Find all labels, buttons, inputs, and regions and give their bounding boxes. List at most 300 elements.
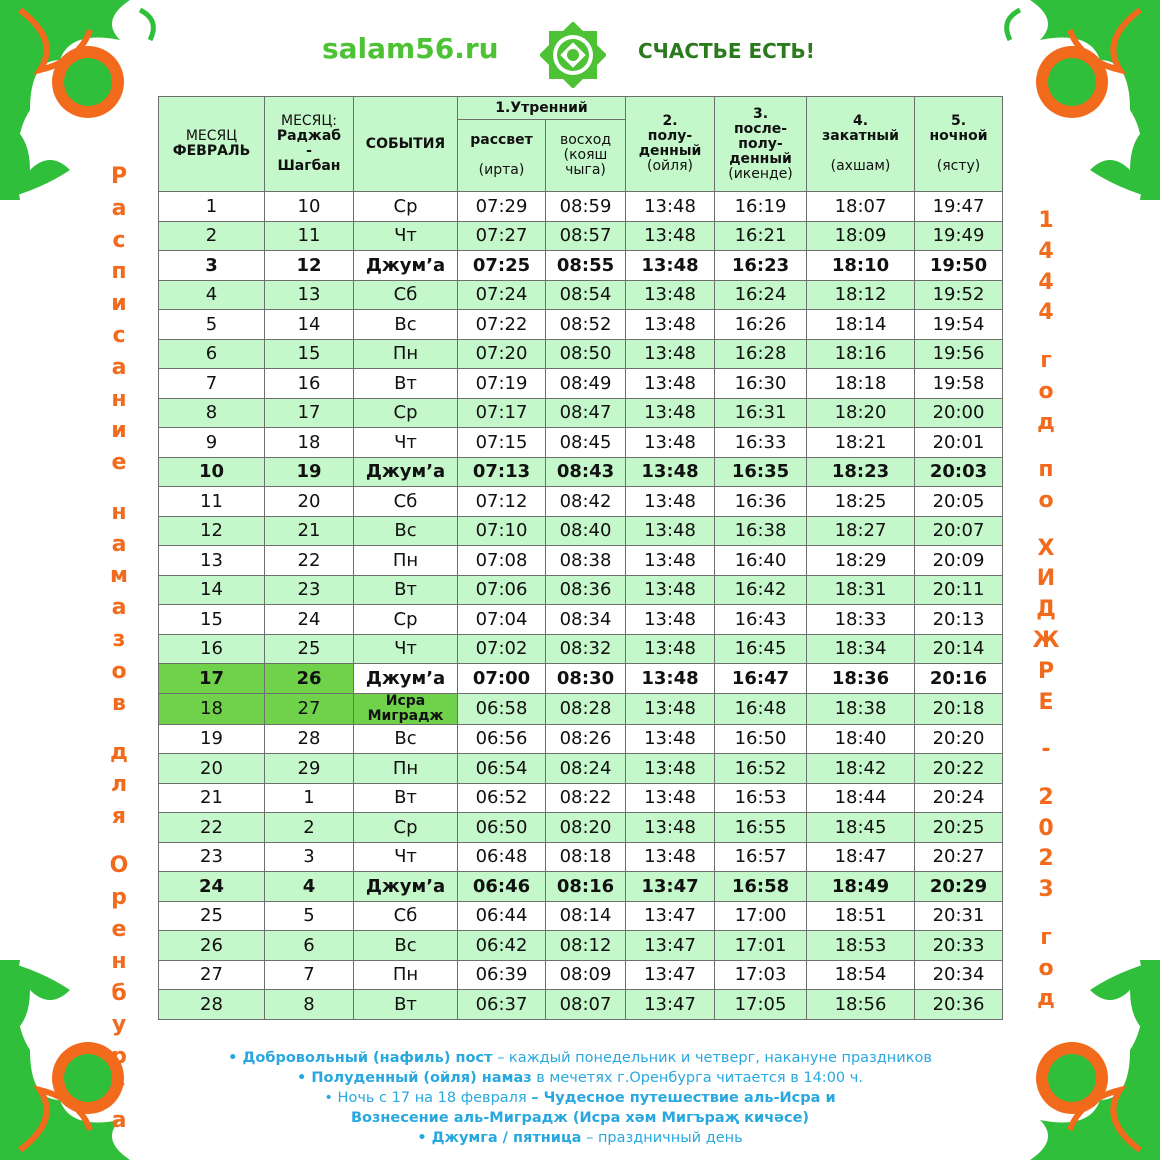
cell-hijri: 12	[265, 251, 354, 281]
cell-hijri: 27	[265, 693, 354, 724]
cell-night: 20:24	[915, 783, 1003, 813]
cell-sunset: 18:14	[807, 310, 915, 340]
cell-sunset: 18:44	[807, 783, 915, 813]
cell-afternoon: 16:57	[715, 842, 807, 872]
vleft-letter: а	[111, 531, 127, 557]
cell-noon: 13:48	[626, 516, 715, 546]
cell-sunrise: 08:16	[546, 872, 626, 902]
cell-event: Джум’а	[354, 251, 458, 281]
cell-event: Исра Миградж	[354, 693, 458, 724]
cell-dawn: 07:00	[458, 664, 546, 694]
cell-dawn: 06:58	[458, 693, 546, 724]
vright-letter: 1	[1038, 208, 1054, 233]
cell-noon: 13:48	[626, 813, 715, 843]
vleft-letter: о	[111, 658, 127, 684]
right-vertical-title	[1029, 210, 1063, 1010]
cell-hijri: 6	[265, 931, 354, 961]
cell-sunset: 18:49	[807, 872, 915, 902]
cell-night: 19:54	[915, 310, 1003, 340]
vleft-letter: з	[112, 626, 126, 652]
vleft-letter: и	[111, 291, 127, 317]
cell-event: Вт	[354, 369, 458, 399]
table-row	[159, 664, 1003, 694]
cell-hijri: 24	[265, 605, 354, 635]
cell-dawn: 07:17	[458, 398, 546, 428]
cell-afternoon: 16:35	[715, 457, 807, 487]
cell-dawn: 07:10	[458, 516, 546, 546]
cell-day: 9	[159, 428, 265, 458]
vleft-letter: д	[110, 740, 128, 766]
cell-noon: 13:47	[626, 872, 715, 902]
cell-noon: 13:48	[626, 251, 715, 281]
cell-sunset: 18:09	[807, 221, 915, 251]
cell-day: 23	[159, 842, 265, 872]
cell-sunset: 18:36	[807, 664, 915, 694]
cell-dawn: 07:22	[458, 310, 546, 340]
cell-noon: 13:48	[626, 221, 715, 251]
cell-afternoon: 17:00	[715, 901, 807, 931]
cell-dawn: 06:46	[458, 872, 546, 902]
cell-hijri: 29	[265, 754, 354, 784]
cell-dawn: 07:29	[458, 192, 546, 222]
cell-hijri: 25	[265, 634, 354, 664]
vright-letter: Р	[1037, 658, 1055, 684]
cell-afternoon: 16:19	[715, 192, 807, 222]
cell-dawn: 07:19	[458, 369, 546, 399]
cell-dawn: 07:24	[458, 280, 546, 310]
vright-letter: п	[1038, 457, 1054, 483]
cell-noon: 13:48	[626, 192, 715, 222]
cell-hijri: 11	[265, 221, 354, 251]
note-noon-prayer: • Полуденный (ойля) намаз в мечетях г.Оренбурга читается в 14:00 ч.	[297, 1070, 863, 1086]
header-sunset: 4. закатный (ахшам)	[807, 97, 915, 192]
cell-noon: 13:48	[626, 634, 715, 664]
cell-hijri: 19	[265, 457, 354, 487]
cell-night: 20:20	[915, 724, 1003, 754]
cell-day: 20	[159, 754, 265, 784]
site-name[interactable]: salam56.ru	[322, 32, 499, 65]
cell-sunrise: 08:24	[546, 754, 626, 784]
vleft-letter: я	[111, 803, 127, 829]
cell-sunset: 18:38	[807, 693, 915, 724]
cell-event: Чт	[354, 634, 458, 664]
cell-event: Сб	[354, 901, 458, 931]
cell-noon: 13:48	[626, 664, 715, 694]
cell-day: 1	[159, 192, 265, 222]
cell-day: 26	[159, 931, 265, 961]
header-hijri-month: МЕСЯЦ: Раджаб - Шагбан	[265, 97, 354, 192]
cell-sunrise: 08:47	[546, 398, 626, 428]
cell-night: 19:58	[915, 369, 1003, 399]
vleft-letter: н	[111, 948, 127, 974]
cell-sunset: 18:18	[807, 369, 915, 399]
cell-event: Вс	[354, 931, 458, 961]
vright-letter: о	[1038, 378, 1054, 404]
cell-sunset: 18:25	[807, 487, 915, 517]
table-row	[159, 901, 1003, 931]
vleft-letter: а	[111, 195, 127, 221]
table-row	[159, 398, 1003, 428]
cell-afternoon: 17:05	[715, 990, 807, 1020]
cell-sunrise: 08:12	[546, 931, 626, 961]
table-row	[159, 575, 1003, 605]
vleft-letter: л	[110, 771, 128, 797]
cell-hijri: 20	[265, 487, 354, 517]
cell-sunrise: 08:18	[546, 842, 626, 872]
vleft-letter: а	[111, 354, 127, 380]
cell-sunrise: 08:38	[546, 546, 626, 576]
cell-afternoon: 16:55	[715, 813, 807, 843]
cell-noon: 13:47	[626, 931, 715, 961]
cell-sunset: 18:10	[807, 251, 915, 281]
cell-afternoon: 16:26	[715, 310, 807, 340]
cell-night: 20:31	[915, 901, 1003, 931]
cell-event: Ср	[354, 605, 458, 635]
cell-hijri: 7	[265, 960, 354, 990]
table-row	[159, 516, 1003, 546]
table-row	[159, 605, 1003, 635]
table-row	[159, 369, 1003, 399]
schedule-body	[159, 192, 1003, 1020]
cell-sunrise: 08:55	[546, 251, 626, 281]
cell-hijri: 4	[265, 872, 354, 902]
cell-day: 22	[159, 813, 265, 843]
cell-afternoon: 16:21	[715, 221, 807, 251]
vleft-letter: Р	[110, 164, 128, 189]
cell-afternoon: 17:03	[715, 960, 807, 990]
cell-night: 20:34	[915, 960, 1003, 990]
vright-letter: -	[1041, 737, 1051, 763]
table-row	[159, 693, 1003, 724]
cell-noon: 13:48	[626, 546, 715, 576]
cell-dawn: 07:15	[458, 428, 546, 458]
cell-sunrise: 08:43	[546, 457, 626, 487]
vright-letter: 3	[1038, 877, 1054, 903]
cell-sunrise: 08:49	[546, 369, 626, 399]
cell-afternoon: 16:48	[715, 693, 807, 724]
cell-day: 15	[159, 605, 265, 635]
cell-dawn: 07:25	[458, 251, 546, 281]
cell-event: Пн	[354, 754, 458, 784]
cell-sunrise: 08:52	[546, 310, 626, 340]
cell-noon: 13:48	[626, 754, 715, 784]
cell-day: 3	[159, 251, 265, 281]
cell-day: 18	[159, 693, 265, 724]
cell-dawn: 07:08	[458, 546, 546, 576]
cell-sunset: 18:53	[807, 931, 915, 961]
vright-letter: 0	[1038, 815, 1054, 841]
table-row	[159, 192, 1003, 222]
cell-dawn: 06:52	[458, 783, 546, 813]
header-dawn: рассвет (ирта)	[458, 120, 546, 192]
header-events: СОБЫТИЯ	[354, 97, 458, 192]
cell-day: 7	[159, 369, 265, 399]
note-isra-night: • Ночь с 17 на 18 февраля – Чудесное путешествие аль-Исра и	[324, 1090, 836, 1106]
cell-sunrise: 08:50	[546, 339, 626, 369]
cell-afternoon: 16:38	[715, 516, 807, 546]
cell-sunset: 18:33	[807, 605, 915, 635]
cell-hijri: 17	[265, 398, 354, 428]
cell-sunset: 18:20	[807, 398, 915, 428]
cell-event: Вт	[354, 575, 458, 605]
table-row	[159, 487, 1003, 517]
cell-hijri: 8	[265, 990, 354, 1020]
table-row	[159, 960, 1003, 990]
cell-hijri: 2	[265, 813, 354, 843]
cell-sunrise: 08:36	[546, 575, 626, 605]
cell-event: Вт	[354, 990, 458, 1020]
note-friday: • Джумга / пятница – праздничный день	[417, 1130, 743, 1146]
cell-night: 20:22	[915, 754, 1003, 784]
vleft-letter: г	[113, 1075, 125, 1101]
cell-night: 20:01	[915, 428, 1003, 458]
cell-sunset: 18:31	[807, 575, 915, 605]
cell-sunrise: 08:20	[546, 813, 626, 843]
cell-night: 20:05	[915, 487, 1003, 517]
ornamental-star-emblem-icon	[540, 22, 606, 88]
vleft-letter: в	[112, 690, 126, 716]
header-night: 5. ночной (ясту)	[915, 97, 1003, 192]
cell-hijri: 14	[265, 310, 354, 340]
cell-day: 25	[159, 901, 265, 931]
note-isra-night-cont: Вознесение аль-Миградж (Исра хәм Мигъраҗ кичәсе)	[350, 1110, 810, 1126]
cell-sunrise: 08:40	[546, 516, 626, 546]
vleft-letter: с	[112, 322, 126, 348]
vleft-letter: с	[112, 227, 126, 253]
table-row	[159, 783, 1003, 813]
cell-night: 20:07	[915, 516, 1003, 546]
table-row	[159, 339, 1003, 369]
cell-night: 19:50	[915, 251, 1003, 281]
cell-day: 17	[159, 664, 265, 694]
vright-letter: 2	[1038, 784, 1054, 810]
cell-afternoon: 16:28	[715, 339, 807, 369]
cell-night: 19:56	[915, 339, 1003, 369]
cell-sunrise: 08:26	[546, 724, 626, 754]
cell-night: 20:00	[915, 398, 1003, 428]
vright-letter: 2	[1038, 846, 1054, 872]
cell-event: Вс	[354, 724, 458, 754]
cell-event: Вт	[354, 783, 458, 813]
cell-sunset: 18:07	[807, 192, 915, 222]
cell-night: 20:18	[915, 693, 1003, 724]
cell-day: 19	[159, 724, 265, 754]
cell-event: Чт	[354, 221, 458, 251]
cell-day: 6	[159, 339, 265, 369]
cell-sunrise: 08:28	[546, 693, 626, 724]
cell-event: Пн	[354, 339, 458, 369]
cell-sunset: 18:54	[807, 960, 915, 990]
cell-afternoon: 16:42	[715, 575, 807, 605]
cell-afternoon: 16:50	[715, 724, 807, 754]
vright-letter: Х	[1037, 535, 1055, 561]
vleft-letter: е	[111, 916, 127, 942]
vleft-letter: а	[111, 1107, 127, 1133]
vleft-letter: а	[111, 595, 127, 621]
cell-day: 13	[159, 546, 265, 576]
table-row	[159, 251, 1003, 281]
cell-sunrise: 08:57	[546, 221, 626, 251]
cell-afternoon: 16:33	[715, 428, 807, 458]
cell-afternoon: 16:23	[715, 251, 807, 281]
cell-night: 19:49	[915, 221, 1003, 251]
table-row	[159, 754, 1003, 784]
vright-letter: о	[1038, 487, 1054, 513]
cell-hijri: 5	[265, 901, 354, 931]
cell-afternoon: 16:36	[715, 487, 807, 517]
cell-dawn: 07:04	[458, 605, 546, 635]
cell-afternoon: 16:47	[715, 664, 807, 694]
cell-sunset: 18:51	[807, 901, 915, 931]
cell-sunset: 18:56	[807, 990, 915, 1020]
cell-noon: 13:47	[626, 990, 715, 1020]
cell-dawn: 06:37	[458, 990, 546, 1020]
vright-letter: 4	[1038, 238, 1054, 264]
cell-dawn: 07:20	[458, 339, 546, 369]
table-row	[159, 280, 1003, 310]
cell-day: 21	[159, 783, 265, 813]
cell-night: 20:13	[915, 605, 1003, 635]
cell-afternoon: 17:01	[715, 931, 807, 961]
cell-hijri: 16	[265, 369, 354, 399]
cell-day: 24	[159, 872, 265, 902]
header-sunrise: восход (кояш чыга)	[546, 120, 626, 192]
cell-noon: 13:48	[626, 605, 715, 635]
vright-letter: о	[1038, 955, 1054, 981]
table-row	[159, 310, 1003, 340]
cell-noon: 13:48	[626, 783, 715, 813]
cell-event: Ср	[354, 192, 458, 222]
cell-afternoon: 16:53	[715, 783, 807, 813]
cell-sunrise: 08:07	[546, 990, 626, 1020]
cell-sunrise: 08:45	[546, 428, 626, 458]
cell-hijri: 28	[265, 724, 354, 754]
cell-noon: 13:47	[626, 901, 715, 931]
cell-noon: 13:48	[626, 487, 715, 517]
cell-sunrise: 08:59	[546, 192, 626, 222]
cell-night: 19:52	[915, 280, 1003, 310]
left-vertical-title	[102, 166, 136, 1132]
cell-noon: 13:48	[626, 457, 715, 487]
header-month: МЕСЯЦ ФЕВРАЛЬ	[159, 97, 265, 192]
cell-dawn: 07:12	[458, 487, 546, 517]
cell-dawn: 06:48	[458, 842, 546, 872]
cell-sunrise: 08:14	[546, 901, 626, 931]
cell-night: 20:16	[915, 664, 1003, 694]
cell-night: 20:36	[915, 990, 1003, 1020]
cell-dawn: 07:06	[458, 575, 546, 605]
cell-hijri: 23	[265, 575, 354, 605]
cell-hijri: 26	[265, 664, 354, 694]
cell-hijri: 13	[265, 280, 354, 310]
cell-noon: 13:48	[626, 724, 715, 754]
cell-noon: 13:48	[626, 842, 715, 872]
header	[0, 22, 1160, 82]
cell-sunset: 18:45	[807, 813, 915, 843]
cell-noon: 13:48	[626, 398, 715, 428]
cell-event: Пн	[354, 546, 458, 576]
vright-letter: 4	[1038, 269, 1054, 295]
cell-event: Джум’а	[354, 457, 458, 487]
cell-sunrise: 08:22	[546, 783, 626, 813]
cell-day: 27	[159, 960, 265, 990]
cell-day: 8	[159, 398, 265, 428]
vleft-letter: у	[111, 1012, 127, 1038]
cell-sunset: 18:47	[807, 842, 915, 872]
cell-night: 19:47	[915, 192, 1003, 222]
vright-letter: Е	[1038, 689, 1054, 715]
cell-dawn: 06:44	[458, 901, 546, 931]
cell-dawn: 07:13	[458, 457, 546, 487]
table-row	[159, 724, 1003, 754]
cell-hijri: 21	[265, 516, 354, 546]
cell-dawn: 07:02	[458, 634, 546, 664]
slogan: СЧАСТЬЕ ЕСТЬ!	[638, 39, 815, 63]
cell-night: 20:03	[915, 457, 1003, 487]
header-noon: 2. полу- денный (ойля)	[626, 97, 715, 192]
cell-afternoon: 16:52	[715, 754, 807, 784]
vright-letter: г	[1040, 924, 1052, 950]
footer-notes	[0, 1044, 1160, 1148]
cell-afternoon: 16:24	[715, 280, 807, 310]
cell-sunrise: 08:34	[546, 605, 626, 635]
cell-hijri: 10	[265, 192, 354, 222]
cell-night: 20:25	[915, 813, 1003, 843]
vleft-letter: р	[111, 1044, 127, 1070]
vright-letter: И	[1036, 566, 1056, 592]
cell-dawn: 06:50	[458, 813, 546, 843]
cell-event: Вс	[354, 310, 458, 340]
cell-afternoon: 16:40	[715, 546, 807, 576]
vleft-letter: б	[111, 980, 127, 1006]
table-row	[159, 428, 1003, 458]
cell-event: Джум’а	[354, 664, 458, 694]
cell-noon: 13:48	[626, 575, 715, 605]
cell-afternoon: 16:43	[715, 605, 807, 635]
vleft-letter: р	[111, 885, 127, 911]
cell-afternoon: 16:58	[715, 872, 807, 902]
table-row	[159, 931, 1003, 961]
cell-sunrise: 08:42	[546, 487, 626, 517]
cell-event: Чт	[354, 842, 458, 872]
cell-noon: 13:48	[626, 310, 715, 340]
cell-night: 20:11	[915, 575, 1003, 605]
cell-dawn: 06:39	[458, 960, 546, 990]
cell-night: 20:27	[915, 842, 1003, 872]
table-row	[159, 634, 1003, 664]
cell-day: 11	[159, 487, 265, 517]
cell-sunset: 18:23	[807, 457, 915, 487]
vright-letter: д	[1037, 409, 1055, 435]
vleft-letter: п	[111, 259, 127, 285]
cell-sunrise: 08:32	[546, 634, 626, 664]
vleft-letter: н	[111, 386, 127, 412]
vleft-letter: О	[109, 853, 129, 879]
cell-sunrise: 08:54	[546, 280, 626, 310]
cell-dawn: 06:42	[458, 931, 546, 961]
table-row	[159, 546, 1003, 576]
vleft-letter: и	[111, 418, 127, 444]
table-row	[159, 813, 1003, 843]
cell-sunset: 18:34	[807, 634, 915, 664]
cell-day: 2	[159, 221, 265, 251]
cell-day: 4	[159, 280, 265, 310]
cell-sunrise: 08:30	[546, 664, 626, 694]
cell-noon: 13:48	[626, 428, 715, 458]
note-fasting: • Добровольный (нафиль) пост – каждый понедельник и четверг, накануне праздников	[228, 1050, 932, 1066]
cell-sunset: 18:29	[807, 546, 915, 576]
cell-noon: 13:48	[626, 339, 715, 369]
